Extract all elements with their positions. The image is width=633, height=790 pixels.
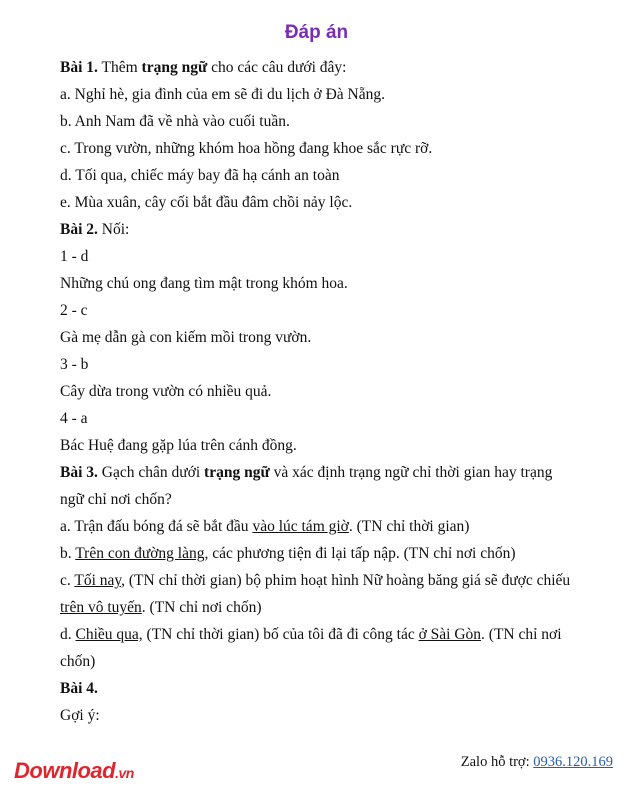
bai3-b-pre: b. [60,545,76,562]
bai1-item-e: e. Mùa xuân, cây cối bắt đầu đâm chồi nảy lộc. [60,194,353,211]
bai2-heading [60,216,590,243]
bai2-label: Bài 2. [60,221,98,238]
bai3-d-pre: d. [60,626,76,643]
bai2-line: Cây dừa trong vườn có nhiều quả. [60,383,272,400]
answer-content [60,54,590,729]
bai3-c-mid: , (TN chỉ thời gian) bộ phim hoạt hình Nữ hoàng băng giá sẽ được chiếu [121,572,571,589]
bai3-item-a [60,513,590,540]
logo-tld: .vn [115,765,134,781]
bai3-heading [60,459,590,486]
bai2-line: 4 - a [60,410,88,427]
bai2-line: Những chú ong đang tìm mật trong khóm hoa. [60,275,348,292]
bai1-intro-bold: trạng ngữ [141,59,208,76]
bai1-item-d: d. Tối qua, chiếc máy bay đã hạ cánh an toàn [60,167,340,184]
bai2-line: Gà mẹ dẫn gà con kiếm mồi trong vườn. [60,329,312,346]
bai3-item-c-line2 [60,594,590,621]
bai2-line: Bác Huệ đang gặp lúa trên cánh đồng. [60,437,297,454]
bai3-d-post: . (TN chỉ nơi [481,626,562,643]
bai4-hint: Gợi ý: [60,707,100,724]
bai3-c-adverbial-place: trên vô tuyến [60,599,142,616]
bai3-d-adverbial-place: ở Sài Gòn [418,626,482,643]
bai3-item-d [60,621,590,648]
bai3-d-adverbial-time: Chiều qua, [75,626,143,643]
bai3-intro-bold: trạng ngữ [204,464,270,481]
bai2-line: 3 - b [60,356,89,373]
bai3-item-b [60,540,590,567]
page-title: Đáp án [284,22,349,43]
bai3-intro-post: và xác định trạng ngữ chỉ thời gian hay trạng [269,464,553,481]
bai3-a-post: . (TN chỉ thời gian) [348,518,470,535]
bai3-c-adverbial-time: Tối nay [74,572,122,589]
bai1-intro-post: cho các câu dưới đây: [207,59,347,76]
bai1-label: Bài 1. [60,59,98,76]
bai1-item-a: a. Nghỉ hè, gia đình của em sẽ đi du lịch ở Đà Nẵng. [60,86,386,103]
bai3-d-mid: (TN chỉ thời gian) bố của tôi đã đi công tác [142,626,419,643]
bai3-c-post: . (TN chỉ nơi chốn) [141,599,262,616]
zalo-support [461,754,613,771]
bai2-intro: Nối: [97,221,130,238]
bai3-b-post: , các phương tiện đi lại tấp nập. (TN chỉ nơi chốn) [204,545,516,562]
logo-text: Download [14,758,116,783]
bai2-line: 1 - d [60,248,89,265]
bai3-c-pre: c. [60,572,75,589]
bai3-a-pre: a. Trận đấu bóng đá sẽ bắt đầu [60,518,253,535]
bai1-item-b: b. Anh Nam đã về nhà vào cuối tuần. [60,113,290,130]
page-footer [0,752,633,790]
bai4-heading [60,675,590,702]
bai1-heading [60,54,590,81]
bai4-label: Bài 4. [60,680,98,697]
bai3-intro-line2: ngữ chỉ nơi chốn? [60,491,172,508]
bai3-b-adverbial: Trên con đường làng [75,545,205,562]
bai1-item-c: c. Trong vườn, những khóm hoa hồng đang khoe sắc rực rỡ. [60,140,433,157]
support-phone-link[interactable]: 0936.120.169 [533,754,613,770]
bai3-a-adverbial: vào lúc tám giờ [252,518,349,535]
bai3-label: Bài 3. [60,464,98,481]
bai3-item-d-line2: chốn) [60,653,96,670]
download-vn-logo[interactable] [14,758,134,784]
support-label: Zalo hỗ trợ: [460,754,534,770]
bai2-line: 2 - c [60,302,88,319]
bai3-intro-pre: Gạch chân dưới [97,464,205,481]
bai1-intro-pre: Thêm [97,59,142,76]
bai3-item-c [60,567,590,594]
